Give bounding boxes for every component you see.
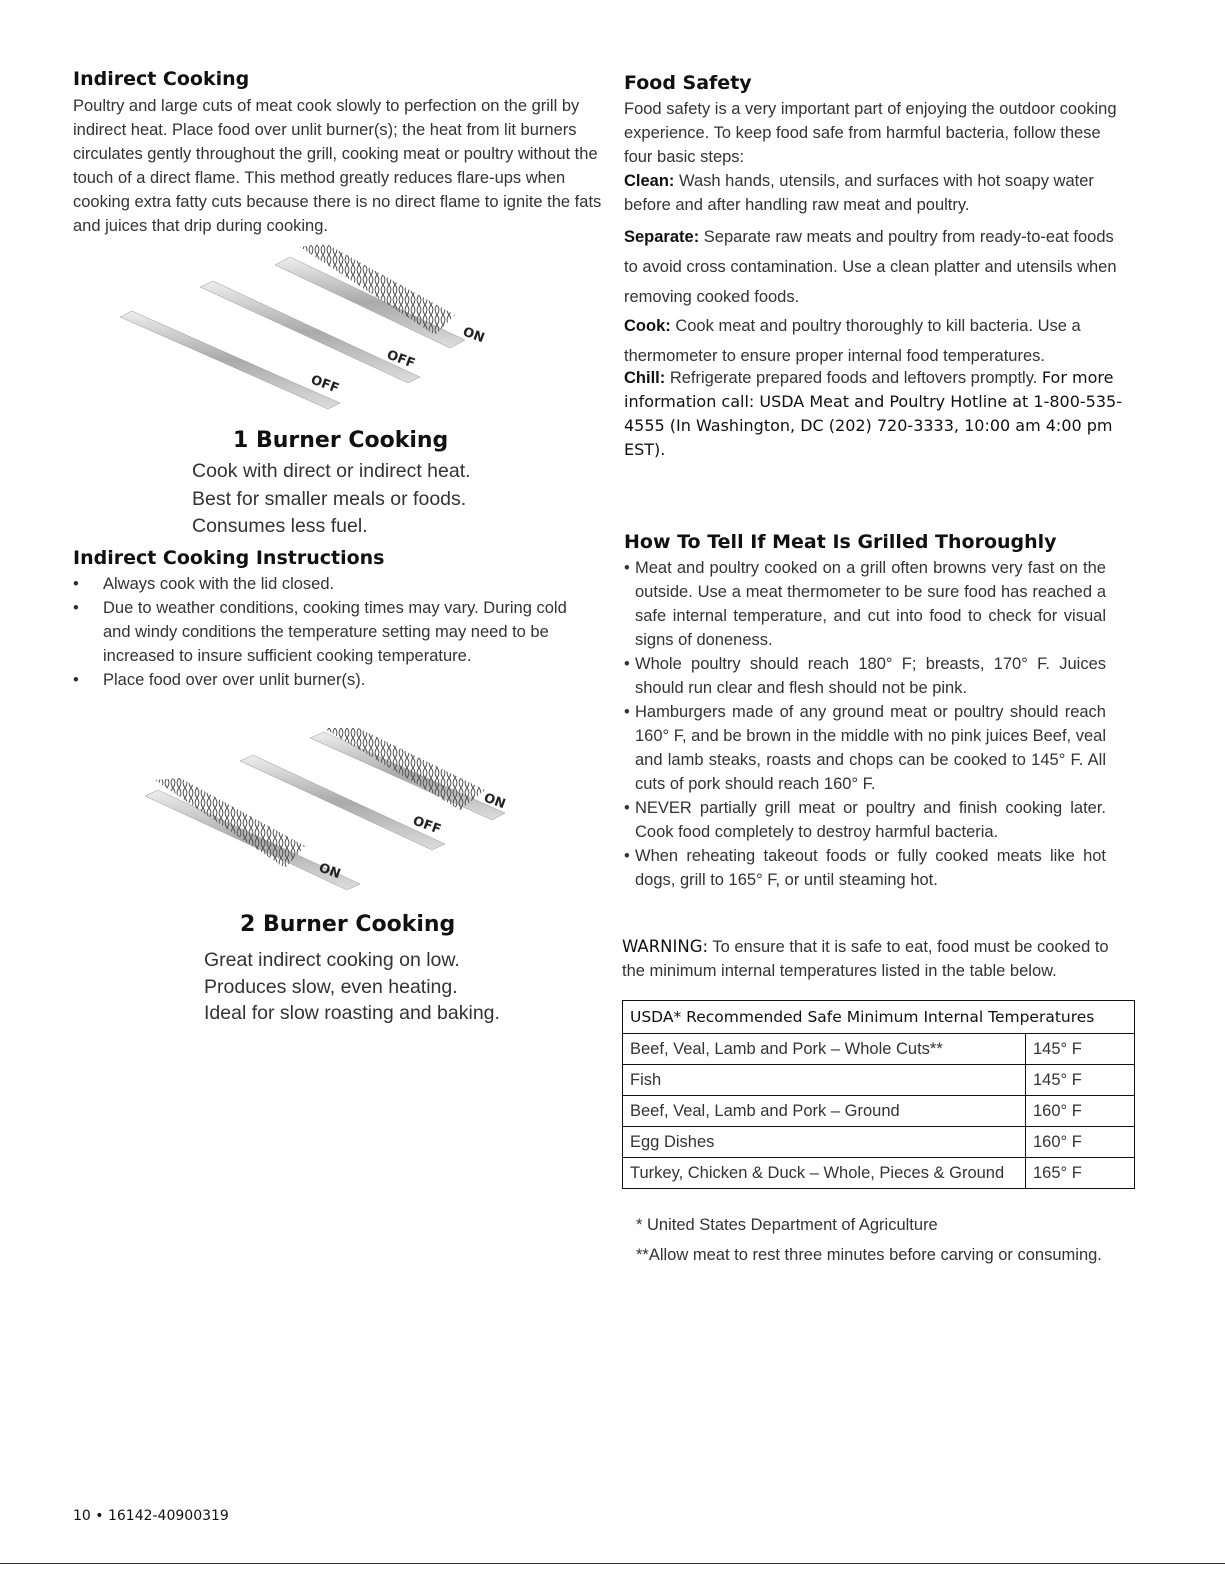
table-cell-temp: 145° F bbox=[1026, 1065, 1135, 1096]
list-item: • Always cook with the lid closed. bbox=[73, 572, 573, 596]
indirect-cooking-title: Indirect Cooking bbox=[73, 68, 250, 90]
warning-label: WARNING: bbox=[622, 937, 709, 956]
warning-text: To ensure that it is safe to eat, food must be cooked to the minimum internal temperatures listed in the table below. bbox=[622, 938, 1109, 980]
burner-diagram-two bbox=[140, 728, 520, 893]
food-safety-intro: Food safety is a very important part of enjoying the outdoor cooking experience. To keep food safe from harmful bacteria, follow these four basic steps: bbox=[624, 100, 1117, 166]
page-footer: 10 • 16142-40900319 bbox=[73, 1508, 229, 1524]
list-item: • Place food over over unlit burner(s). bbox=[73, 668, 573, 692]
separate-label: Separate: bbox=[624, 228, 700, 246]
table-row bbox=[623, 1096, 1135, 1127]
list-item: • Hamburgers made of any ground meat or poultry should reach 160° F, and be brown in the middle with no pink juices Beef, veal and lamb steaks, roasts and chops can be cooked to 145° F. All cuts of pork should reach 160° F. bbox=[624, 700, 1106, 796]
table-row bbox=[623, 1065, 1135, 1096]
table-header: USDA* Recommended Safe Minimum Internal Temperatures bbox=[623, 1001, 1135, 1034]
warning-note bbox=[622, 935, 1134, 983]
indirect-cooking-body: Poultry and large cuts of meat cook slowly to perfection on the grill by indirect heat. Place food over unlit burner(s); the heat from lit burners circulates gently throughout the grill, cooking meat or poultry without the touch of a direct flame. This method greatly reduces flare-ups when cooking extra fatty cuts because there is no direct flame to ignite the fats and juices that drip during cooking. bbox=[73, 97, 602, 235]
table-row bbox=[623, 1034, 1135, 1065]
list-item: • Due to weather conditions, cooking times may vary. During cold and windy conditions the temperature setting may need to be increased to insure sufficient cooking temperature. bbox=[73, 596, 573, 668]
clean-text: Wash hands, utensils, and surfaces with hot soapy water before and after handling raw meat and poultry. bbox=[624, 172, 1094, 214]
bottom-rule bbox=[0, 1563, 1225, 1564]
table-cell-temp: 160° F bbox=[1026, 1096, 1135, 1127]
cook-label: Cook: bbox=[624, 317, 671, 335]
table-cell-temp: 160° F bbox=[1026, 1127, 1135, 1158]
two-burner-line: Great indirect cooking on low. bbox=[204, 949, 460, 971]
two-burner-line: Produces slow, even heating. bbox=[204, 976, 458, 998]
hotline-text: For more information call: USDA Meat and Poultry Hotline at 1-800-535-4555 (In Washington, DC (202) 720-3333, 10:00 am 4:00 pm EST). bbox=[624, 368, 1122, 459]
chill-text: Refrigerate prepared foods and leftovers promptly. bbox=[669, 369, 1038, 387]
chill-label: Chill: bbox=[624, 369, 666, 387]
instructions-title: Indirect Cooking Instructions bbox=[73, 547, 385, 569]
list-item: • NEVER partially grill meat or poultry and finish cooking later. Cook food completely to destroy harmful bacteria. bbox=[624, 796, 1106, 844]
table-row bbox=[623, 1158, 1135, 1189]
burner-label-off: OFF bbox=[410, 813, 443, 838]
table-cell-item: Beef, Veal, Lamb and Pork – Whole Cuts** bbox=[623, 1034, 1026, 1065]
table-cell-item: Egg Dishes bbox=[623, 1127, 1026, 1158]
grilled-thoroughly-list bbox=[624, 556, 1106, 892]
two-burner-line: Ideal for slow roasting and baking. bbox=[204, 1002, 500, 1024]
temperature-table bbox=[622, 1000, 1135, 1189]
grilled-thoroughly-title: How To Tell If Meat Is Grilled Thoroughly bbox=[624, 531, 1057, 553]
burner-label-on: ON bbox=[460, 324, 487, 347]
food-safety-clean bbox=[624, 169, 1124, 217]
table-cell-item: Turkey, Chicken & Duck – Whole, Pieces & Ground bbox=[623, 1158, 1026, 1189]
instructions-list bbox=[73, 572, 573, 692]
burner-diagram-one bbox=[110, 245, 530, 420]
list-item: • When reheating takeout foods or fully cooked meats like hot dogs, grill to 165° F, or until steaming hot. bbox=[624, 844, 1106, 892]
one-burner-line: Best for smaller meals or foods. bbox=[192, 488, 467, 510]
separate-text: Separate raw meats and poultry from ready-to-eat foods to avoid cross contamination. Use a clean platter and utensils when removing cooked foods. bbox=[624, 228, 1117, 306]
food-safety-cook bbox=[624, 311, 1124, 371]
food-safety-title: Food Safety bbox=[624, 72, 752, 94]
one-burner-line: Cook with direct or indirect heat. bbox=[192, 460, 471, 482]
burner-label-off: OFF bbox=[308, 372, 341, 397]
burner-label-on: ON bbox=[481, 790, 508, 813]
burner-label-on: ON bbox=[316, 860, 343, 883]
table-cell-item: Beef, Veal, Lamb and Pork – Ground bbox=[623, 1096, 1026, 1127]
table-header-row bbox=[623, 1001, 1135, 1034]
two-burner-title: 2 Burner Cooking bbox=[240, 912, 456, 937]
usda-footnote: * United States Department of Agriculture bbox=[636, 1216, 938, 1234]
table-cell-temp: 165° F bbox=[1026, 1158, 1135, 1189]
list-item: • Whole poultry should reach 180° F; breasts, 170° F. Juices should run clear and flesh should not be pink. bbox=[624, 652, 1106, 700]
one-burner-title: 1 Burner Cooking bbox=[233, 428, 449, 453]
table-cell-item: Fish bbox=[623, 1065, 1026, 1096]
clean-label: Clean: bbox=[624, 172, 675, 190]
table-cell-temp: 145° F bbox=[1026, 1034, 1135, 1065]
cook-text: Cook meat and poultry thoroughly to kill bacteria. Use a thermometer to ensure proper internal food temperatures. bbox=[624, 317, 1081, 365]
table-row bbox=[623, 1127, 1135, 1158]
food-safety-chill bbox=[624, 366, 1130, 462]
rest-footnote: **Allow meat to rest three minutes before carving or consuming. bbox=[636, 1246, 1102, 1264]
burner-label-off: OFF bbox=[384, 347, 417, 372]
food-safety-separate bbox=[624, 222, 1124, 312]
one-burner-line: Consumes less fuel. bbox=[192, 515, 368, 537]
list-item: • Meat and poultry cooked on a grill often browns very fast on the outside. Use a meat thermometer to be sure food has reached a safe internal temperature, and cut into food to check for visual signs of doneness. bbox=[624, 556, 1106, 652]
